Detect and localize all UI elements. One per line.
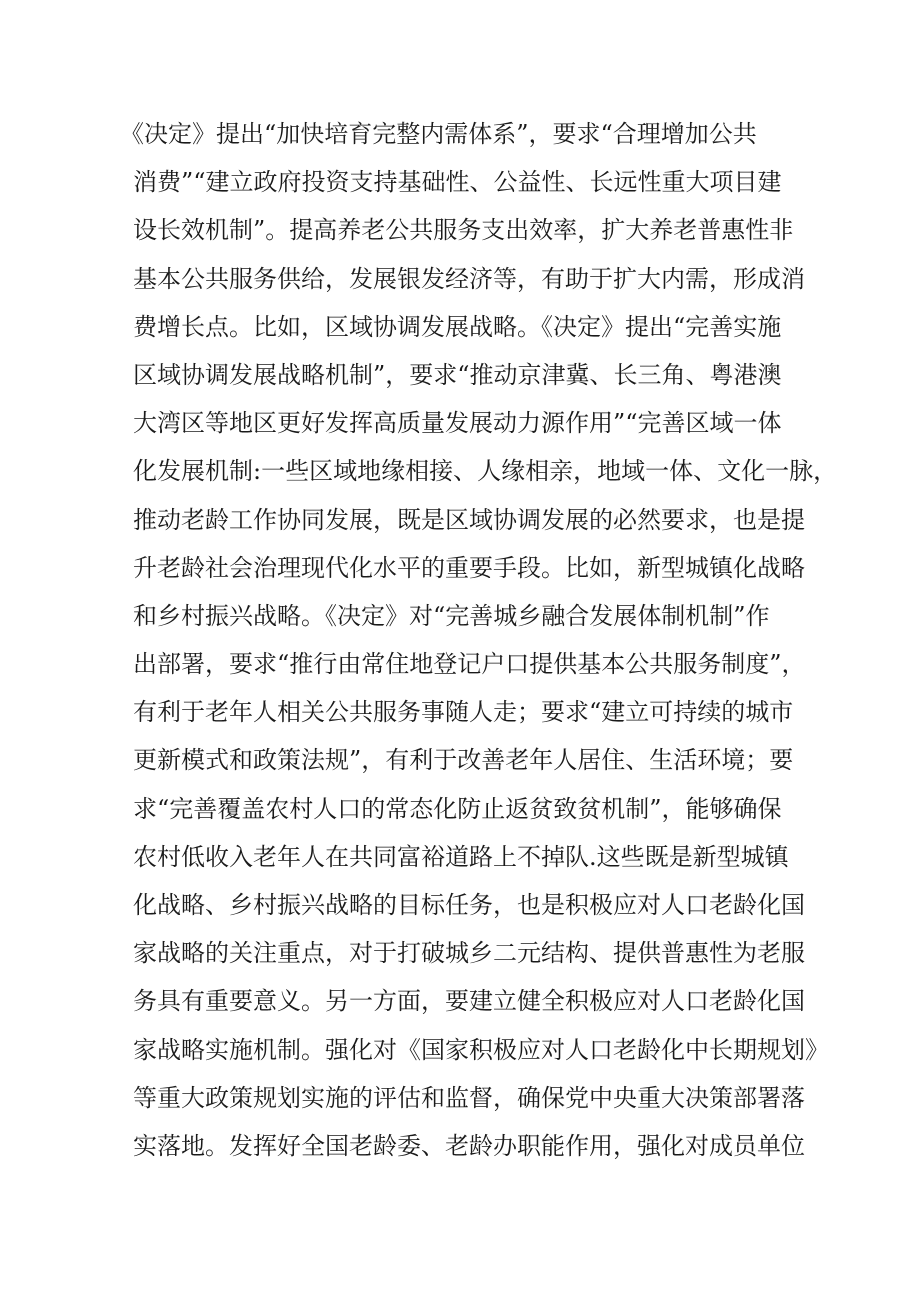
text-line: 和乡村振兴战略。《决定》对“完善城乡融合发展体制机制”作	[133, 601, 770, 630]
text-line: 大湾区等地区更好发挥高质量发展动力源作用”“完善区域一体	[133, 409, 782, 438]
text-line: 设长效机制”。提高养老公共服务支出效率，扩大养老普惠性非	[133, 216, 794, 245]
text-line: 升老龄社会治理现代化水平的重要手段。比如，新型城镇化战略	[133, 553, 805, 582]
text-line: 家战略的关注重点，对于打破城乡二元结构、提供普惠性为老服	[133, 939, 805, 968]
text-line: 出部署，要求“推行由常住地登记户口提供基本公共服务制度”，	[133, 650, 806, 679]
text-line: 等重大政策规划实施的评估和监督，确保党中央重大决策部署落	[133, 1083, 805, 1112]
text-line: 务具有重要意义。另一方面，要建立健全积极应对人口老龄化国	[133, 987, 805, 1016]
body-paragraph	[120, 110, 838, 1170]
text-line: 基本公共服务供给，发展银发经济等，有助于扩大内需，形成消	[133, 264, 805, 293]
text-line: 农村低收入老年人在共同富裕道路上不掉队.这些既是新型城镇	[133, 842, 789, 871]
text-line: 家战略实施机制。强化对《国家积极应对人口老龄化中长期规划》	[133, 1035, 829, 1064]
text-line: 消费”“建立政府投资支持基础性、公益性、长远性重大项目建	[133, 168, 782, 197]
text-line: 化发展机制:一些区域地缘相接、人缘相亲，地域一体、文化一脉，	[133, 457, 838, 486]
text-line: 推动老龄工作协同发展，既是区域协调发展的必然要求，也是提	[133, 505, 805, 534]
text-line: 有利于老年人相关公共服务事随人走；要求“建立可持续的城市	[133, 698, 794, 727]
text-line: 求“完善覆盖农村人口的常态化防止返贫致贫机制”，能够确保	[133, 794, 782, 823]
text-line: 化战略、乡村振兴战略的目标任务，也是积极应对人口老龄化国	[133, 891, 805, 919]
text-line: 实落地。发挥好全国老龄委、老龄办职能作用，强化对成员单位	[133, 1131, 805, 1160]
text-line: 更新模式和政策法规”，有利于改善老年人居住、生活环境；要	[133, 746, 794, 775]
text-line: 费增长点。比如，区域协调发展战略。《决定》提出“完善实施	[133, 312, 782, 341]
text-line: 《决定》提出“加快培育完整内需体系”，要求“合理增加公共	[120, 120, 757, 148]
text-line: 区域协调发展战略机制”，要求“推动京津冀、长三角、粤港澳	[133, 360, 782, 389]
